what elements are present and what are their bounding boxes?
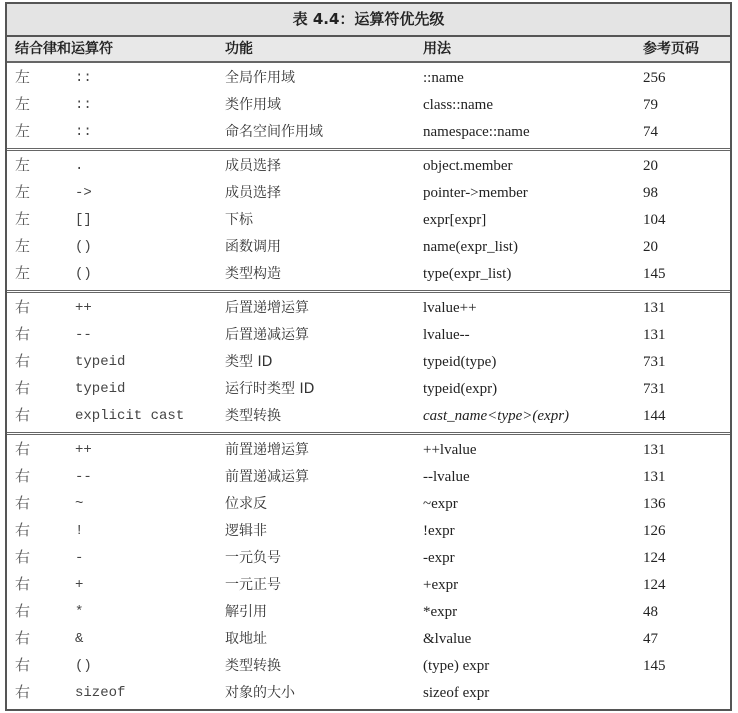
cell-operator: ! xyxy=(75,523,84,539)
cell-operator: explicit cast xyxy=(75,408,185,424)
cell-associativity: 右 xyxy=(15,442,31,458)
cell-page: 131 xyxy=(643,327,666,343)
cell-associativity: 左 xyxy=(15,97,31,113)
table-row xyxy=(7,491,730,518)
cell-function: 类型构造 xyxy=(225,266,281,282)
cell-function: 类作用域 xyxy=(225,97,281,113)
header-page: 参考页码 xyxy=(643,41,699,57)
cell-function: 后置递增运算 xyxy=(225,300,309,316)
cell-operator: ++ xyxy=(75,442,92,458)
table-row xyxy=(7,464,730,491)
cell-page: 20 xyxy=(643,239,658,255)
cell-usage: pointer->member xyxy=(423,185,528,201)
cell-usage: typeid(type) xyxy=(423,354,497,370)
cell-page: 79 xyxy=(643,97,658,113)
table-row xyxy=(7,180,730,207)
table-row xyxy=(7,403,730,430)
cell-associativity: 右 xyxy=(15,523,31,539)
cell-function: 前置递增运算 xyxy=(225,442,309,458)
table-row xyxy=(7,518,730,545)
cell-function: 类型转换 xyxy=(225,658,281,674)
cell-page: 20 xyxy=(643,158,658,174)
precedence-group xyxy=(7,151,730,293)
table-row xyxy=(7,295,730,322)
cell-associativity: 右 xyxy=(15,381,31,397)
cell-function: 解引用 xyxy=(225,604,267,620)
table-body xyxy=(7,63,730,709)
cell-operator: typeid xyxy=(75,354,126,370)
cell-function: 后置递减运算 xyxy=(225,327,309,343)
table-row xyxy=(7,349,730,376)
table-row xyxy=(7,119,730,146)
cell-usage: class::name xyxy=(423,97,493,113)
cell-function: 一元正号 xyxy=(225,577,281,593)
cell-usage: object.member xyxy=(423,158,513,174)
cell-operator: () xyxy=(75,239,92,255)
cell-associativity: 右 xyxy=(15,300,31,316)
cell-associativity: 左 xyxy=(15,124,31,140)
cell-operator: -- xyxy=(75,327,92,343)
cell-usage: (type) expr xyxy=(423,658,490,674)
cell-operator: & xyxy=(75,631,84,647)
cell-associativity: 右 xyxy=(15,496,31,512)
cell-function: 类型 ID xyxy=(225,354,273,370)
table-row xyxy=(7,153,730,180)
cell-operator: * xyxy=(75,604,84,620)
cell-usage: lvalue++ xyxy=(423,300,477,316)
cell-page: 731 xyxy=(643,381,666,397)
table-row xyxy=(7,92,730,119)
cell-page: 74 xyxy=(643,124,658,140)
cell-usage: ::name xyxy=(423,70,464,86)
cell-associativity: 右 xyxy=(15,327,31,343)
cell-page: 48 xyxy=(643,604,658,620)
table-header-row xyxy=(7,37,730,63)
table-row xyxy=(7,626,730,653)
cell-operator: . xyxy=(75,158,84,174)
cell-page: 145 xyxy=(643,658,666,674)
cell-operator: :: xyxy=(75,124,92,140)
cell-page: 131 xyxy=(643,442,666,458)
cell-usage: namespace::name xyxy=(423,124,530,140)
cell-function: 一元负号 xyxy=(225,550,281,566)
cell-operator: [] xyxy=(75,212,92,228)
cell-page: 731 xyxy=(643,354,666,370)
cell-function: 逻辑非 xyxy=(225,523,267,539)
cell-operator: -- xyxy=(75,469,92,485)
cell-function: 运行时类型 ID xyxy=(225,381,315,397)
table-row xyxy=(7,599,730,626)
table-title: 表 4.4：运算符优先级 xyxy=(7,4,730,37)
cell-function: 全局作用域 xyxy=(225,70,295,86)
cell-function: 函数调用 xyxy=(225,239,281,255)
cell-usage: -expr xyxy=(423,550,455,566)
cell-operator: () xyxy=(75,266,92,282)
cell-function: 类型转换 xyxy=(225,408,281,424)
precedence-group xyxy=(7,293,730,435)
cell-operator: ++ xyxy=(75,300,92,316)
precedence-group xyxy=(7,435,730,709)
cell-operator: :: xyxy=(75,97,92,113)
cell-usage: expr[expr] xyxy=(423,212,487,228)
cell-page: 98 xyxy=(643,185,658,201)
cell-associativity: 右 xyxy=(15,604,31,620)
cell-usage: type(expr_list) xyxy=(423,266,512,282)
cell-page: 136 xyxy=(643,496,666,512)
cell-function: 下标 xyxy=(225,212,253,228)
table-row xyxy=(7,680,730,707)
cell-function: 对象的大小 xyxy=(225,685,295,701)
cell-associativity: 左 xyxy=(15,70,31,86)
cell-page: 126 xyxy=(643,523,666,539)
cell-usage: !expr xyxy=(423,523,455,539)
header-usage: 用法 xyxy=(423,41,451,57)
cell-associativity: 左 xyxy=(15,266,31,282)
cell-usage: ++lvalue xyxy=(423,442,477,458)
cell-usage: name(expr_list) xyxy=(423,239,518,255)
cell-page: 124 xyxy=(643,577,666,593)
table-row xyxy=(7,234,730,261)
cell-associativity: 左 xyxy=(15,185,31,201)
cell-function: 前置递减运算 xyxy=(225,469,309,485)
cell-usage: +expr xyxy=(423,577,459,593)
table-row xyxy=(7,653,730,680)
cell-usage: ~expr xyxy=(423,496,458,512)
cell-function: 取地址 xyxy=(225,631,267,647)
table-row xyxy=(7,261,730,288)
header-function: 功能 xyxy=(225,41,253,57)
cell-usage: typeid(expr) xyxy=(423,381,498,397)
cell-associativity: 右 xyxy=(15,577,31,593)
table-row xyxy=(7,437,730,464)
cell-usage: *expr xyxy=(423,604,458,620)
table-row xyxy=(7,207,730,234)
cell-operator: ~ xyxy=(75,496,84,512)
cell-associativity: 右 xyxy=(15,408,31,424)
cell-usage: --lvalue xyxy=(423,469,470,485)
cell-function: 命名空间作用域 xyxy=(225,124,323,140)
cell-page: 47 xyxy=(643,631,658,647)
cell-page: 131 xyxy=(643,300,666,316)
cell-operator: () xyxy=(75,658,92,674)
cell-page: 145 xyxy=(643,266,666,282)
cell-operator: sizeof xyxy=(75,685,126,701)
cell-operator: - xyxy=(75,550,84,566)
cell-operator: -> xyxy=(75,185,92,201)
cell-associativity: 左 xyxy=(15,239,31,255)
cell-usage: sizeof expr xyxy=(423,685,490,701)
table-row xyxy=(7,376,730,403)
cell-associativity: 左 xyxy=(15,158,31,174)
cell-page: 131 xyxy=(643,469,666,485)
cell-operator: + xyxy=(75,577,84,593)
cell-associativity: 右 xyxy=(15,685,31,701)
cell-function: 成员选择 xyxy=(225,185,281,201)
cell-function: 位求反 xyxy=(225,496,267,512)
cell-usage: &lvalue xyxy=(423,631,472,647)
operator-precedence-table xyxy=(5,2,732,711)
precedence-group xyxy=(7,63,730,151)
cell-associativity: 右 xyxy=(15,658,31,674)
cell-usage: cast_name<type>(expr) xyxy=(423,408,570,424)
table-row xyxy=(7,545,730,572)
cell-page: 256 xyxy=(643,70,666,86)
table-row xyxy=(7,572,730,599)
cell-page: 124 xyxy=(643,550,666,566)
cell-associativity: 右 xyxy=(15,550,31,566)
table-row xyxy=(7,65,730,92)
cell-function: 成员选择 xyxy=(225,158,281,174)
table-row xyxy=(7,322,730,349)
cell-associativity: 右 xyxy=(15,469,31,485)
cell-operator: typeid xyxy=(75,381,126,397)
cell-page: 144 xyxy=(643,408,666,424)
cell-associativity: 右 xyxy=(15,354,31,370)
cell-usage: lvalue-- xyxy=(423,327,470,343)
header-associativity-operator: 结合律和运算符 xyxy=(15,41,113,57)
cell-page: 104 xyxy=(643,212,666,228)
cell-associativity: 右 xyxy=(15,631,31,647)
cell-operator: :: xyxy=(75,70,92,86)
cell-associativity: 左 xyxy=(15,212,31,228)
